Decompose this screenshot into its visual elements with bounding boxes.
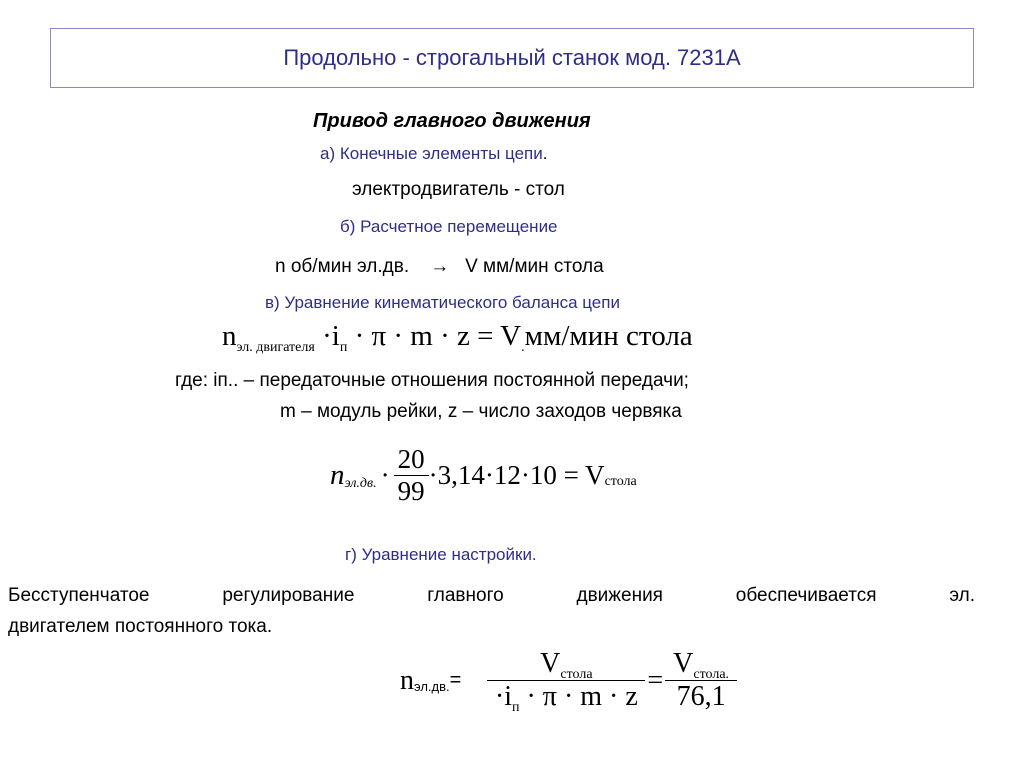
fraction-1 — [491, 648, 641, 713]
arrow-icon: → — [430, 256, 450, 277]
f3-num1: V — [540, 648, 561, 679]
fraction-2 — [669, 648, 733, 713]
f-rest: · π · m · z = V — [354, 320, 522, 352]
f-tail: мм/мин стола — [524, 320, 693, 352]
f3-num2: V — [673, 648, 694, 679]
relation-left: n об/мин эл.дв. — [275, 256, 410, 277]
paragraph-line-1: Бесступенчатое регулирование главного движения обеспечивается эл. — [8, 585, 975, 606]
where-line-2: m – модуль рейки, z – число заходов червяка — [280, 401, 682, 422]
f-dot: · — [322, 320, 332, 352]
kinematic-balance-formula — [222, 320, 693, 353]
f3-eq2: = — [647, 664, 664, 696]
slide-title: Продольно - строгальный станок мод. 7231А — [283, 45, 741, 70]
fraction-20-99 — [394, 444, 429, 507]
f2-num: 20 — [397, 444, 425, 474]
section-b-relation — [275, 256, 604, 278]
f2-dot: · — [380, 460, 390, 490]
f-i-sub: п — [339, 340, 348, 355]
f3-n: n — [400, 664, 414, 696]
f2-n: n — [330, 459, 345, 491]
paragraph-line-2: двигателем постоянного тока. — [8, 616, 273, 637]
where-line-1: где: iп.. – передаточные отношения постоянной передачи; — [175, 370, 689, 391]
tuning-formula — [400, 648, 733, 713]
period: . — [542, 144, 548, 163]
f-i: i — [331, 320, 340, 352]
f2-den: 99 — [394, 475, 429, 507]
section-heading: Привод главного движения — [313, 110, 591, 132]
f2-rest: ·3,14·12·10 = V — [428, 460, 605, 490]
section-g-label: г) Уравнение настройки. — [345, 545, 537, 564]
f2-n-sub: эл.дв. — [344, 475, 377, 491]
f2-v-sub: стола — [604, 473, 637, 489]
slide-title-box — [50, 28, 974, 88]
f3-num1-sub: стола — [560, 667, 593, 682]
f3-eq: = — [449, 669, 462, 691]
f3-den1-rest: · π · m · z — [526, 681, 638, 712]
f3-num2-sub: стола. — [693, 667, 730, 682]
section-a-label — [320, 144, 548, 164]
f-n-sub: эл. двигателя — [236, 340, 315, 355]
section-b-label: б) Расчетное перемещение — [340, 217, 558, 236]
f-n: n — [222, 320, 237, 352]
section-v-label: в) Уравнение кинематического баланса цепи — [265, 293, 620, 312]
section-a-text-line: электродвигатель - стол — [352, 179, 565, 200]
f-v-sub: . — [521, 340, 525, 355]
f3-n-sub: эл.дв. — [414, 679, 450, 694]
relation-right: V мм/мин стола — [465, 256, 604, 277]
numeric-balance-formula — [330, 444, 637, 507]
f3-den1-sub: п — [511, 700, 520, 715]
f3-den2: 76,1 — [665, 680, 737, 713]
f3-den1-pre: ·i — [494, 681, 512, 712]
section-a-text: а) Конечные элементы цепи — [320, 144, 543, 163]
